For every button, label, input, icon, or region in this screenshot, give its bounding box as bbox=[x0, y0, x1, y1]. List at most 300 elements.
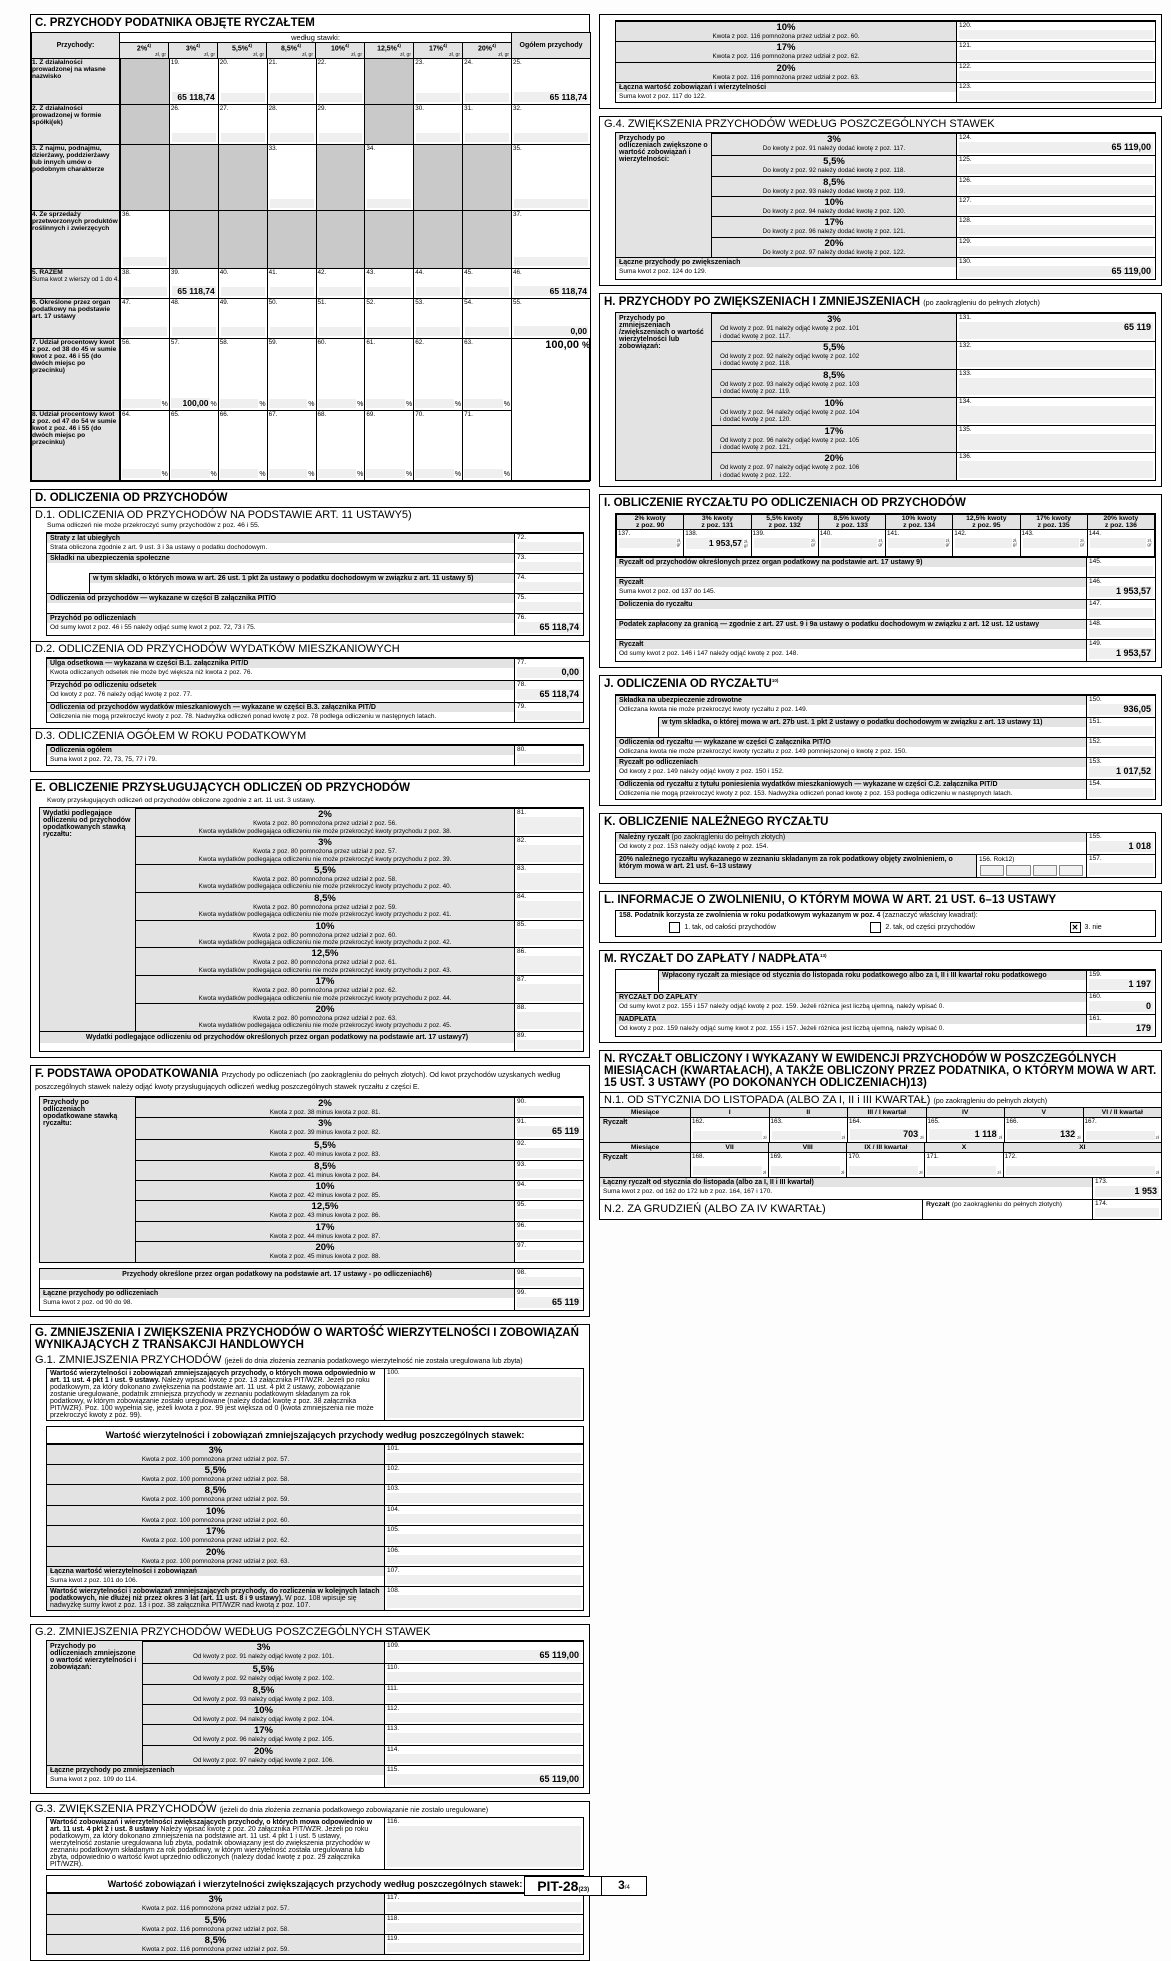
value-field[interactable] bbox=[387, 1493, 581, 1502]
position-number: 137. bbox=[618, 530, 631, 538]
form-row bbox=[47, 658, 583, 680]
section-g1-title: G.1. ZMNIEJSZENIA PRZYCHODÓW (jeżeli do dnia złożenia zeznania podatkowego wierzytelność nie została uregulowana lub zbyta) bbox=[35, 1353, 523, 1366]
value-field[interactable] bbox=[849, 1166, 918, 1175]
value-field[interactable]: 65 119 bbox=[959, 322, 1153, 339]
percent-sign: % bbox=[406, 401, 413, 409]
position-number: 57. bbox=[170, 339, 180, 347]
row-title: Doliczenia do ryczałtu bbox=[616, 600, 1086, 609]
value-field[interactable]: 1 953,57 bbox=[1089, 586, 1153, 597]
value-field[interactable]: 1 953,57 bbox=[686, 538, 743, 549]
value-field[interactable] bbox=[517, 582, 581, 591]
rate-note: Do kwoty z poz. 91 należy dodać kwotę z poz. 117. bbox=[762, 145, 906, 153]
currency-units: zł, gr bbox=[400, 52, 411, 59]
rate-label: 2% bbox=[318, 1097, 332, 1109]
row-note: Odliczenia nie mogą przekroczyć kwoty z poz. 78. Nadwyżka odliczeń ponad kwotę z poz. 78 podlega odliczeniu w następnych latach. bbox=[47, 712, 514, 722]
amount-cell bbox=[169, 145, 218, 210]
value-field[interactable] bbox=[220, 469, 259, 478]
rate-row bbox=[136, 1221, 583, 1241]
value-field[interactable] bbox=[387, 1713, 581, 1722]
value-field[interactable] bbox=[387, 1595, 581, 1608]
rate-label: 20% bbox=[824, 237, 844, 249]
radio-option[interactable] bbox=[1070, 922, 1102, 933]
position-number: 70. bbox=[415, 411, 425, 419]
checkbox[interactable] bbox=[669, 922, 680, 933]
value-field[interactable] bbox=[366, 469, 405, 478]
value-field[interactable] bbox=[387, 1943, 581, 1952]
month-header: IX / III kwartał bbox=[846, 1143, 924, 1152]
value-field[interactable] bbox=[1089, 863, 1153, 875]
position-number: 34. bbox=[366, 145, 376, 153]
number-box bbox=[384, 1369, 583, 1420]
value-field[interactable] bbox=[318, 399, 357, 408]
value-field[interactable] bbox=[122, 469, 161, 478]
number-box bbox=[1086, 640, 1155, 661]
value-field[interactable] bbox=[465, 287, 509, 296]
rate-row bbox=[143, 1641, 583, 1663]
percent-cell bbox=[120, 411, 169, 480]
value-field[interactable] bbox=[514, 257, 588, 266]
value-field[interactable] bbox=[517, 1169, 581, 1178]
position-number: 148. bbox=[1089, 620, 1102, 628]
value-field[interactable] bbox=[517, 873, 581, 890]
position-number: 141. bbox=[887, 530, 900, 538]
section-h-rows bbox=[712, 313, 1155, 480]
value-field[interactable] bbox=[415, 399, 454, 408]
value-field[interactable] bbox=[619, 538, 676, 548]
value-field[interactable] bbox=[517, 602, 581, 611]
position-number: 82. bbox=[517, 837, 527, 845]
number-box bbox=[1086, 971, 1155, 992]
value-field[interactable] bbox=[517, 956, 581, 973]
form-row-107 bbox=[47, 1567, 583, 1586]
value-field[interactable] bbox=[270, 327, 314, 336]
value-field[interactable]: 1 953 bbox=[1095, 1186, 1159, 1197]
position-number: 75. bbox=[517, 594, 527, 602]
value-field[interactable]: 0 bbox=[1089, 1001, 1153, 1012]
value-field[interactable] bbox=[1089, 726, 1153, 735]
value-field[interactable] bbox=[123, 257, 167, 266]
row-title: Ulga odsetkowa — wykazana w części B.1. załącznika PIT/D bbox=[47, 659, 514, 668]
value-field[interactable]: 65 118,74 bbox=[172, 92, 216, 102]
total-cell bbox=[512, 299, 590, 338]
position-number: 131. bbox=[959, 314, 972, 322]
month-header: VII bbox=[690, 1143, 768, 1152]
number-box bbox=[384, 1445, 583, 1464]
value-field[interactable] bbox=[959, 434, 1153, 451]
value-field[interactable] bbox=[514, 199, 588, 208]
section-f-rows bbox=[136, 1097, 583, 1262]
rate-note: i dodać kwotę z poz. 118. bbox=[720, 360, 791, 368]
value-field[interactable]: 1 018 bbox=[1089, 841, 1153, 852]
value-field[interactable] bbox=[517, 845, 581, 862]
row-title: Łączna wartość zobowiązań i wierzytelności bbox=[616, 83, 956, 92]
position-number: 133. bbox=[959, 369, 972, 377]
value-field[interactable] bbox=[221, 93, 265, 102]
value-field[interactable] bbox=[387, 1514, 581, 1523]
table-row-8 bbox=[32, 411, 591, 481]
value-field[interactable] bbox=[416, 133, 460, 142]
value-field[interactable] bbox=[959, 185, 1153, 194]
row-label: 2. Z działalności prowadzonej w formie spółki(ek) bbox=[32, 105, 120, 145]
value-field[interactable] bbox=[517, 817, 581, 834]
value-field[interactable]: 65 118,74 bbox=[514, 286, 588, 296]
month-header: II bbox=[769, 1108, 848, 1117]
value-field[interactable] bbox=[464, 469, 503, 478]
value-field[interactable] bbox=[693, 1131, 762, 1140]
value-field[interactable] bbox=[1006, 1166, 1155, 1175]
value-field[interactable] bbox=[517, 1148, 581, 1157]
rate-note: Kwota z poz. 80 pomnożona przez udział z poz. 59. bbox=[253, 903, 397, 911]
value-field[interactable] bbox=[1095, 1208, 1159, 1217]
amount-cell bbox=[120, 59, 169, 104]
value-field[interactable] bbox=[771, 1166, 840, 1175]
value-field[interactable] bbox=[123, 327, 167, 336]
value-field[interactable] bbox=[221, 327, 265, 336]
position-number: 81. bbox=[517, 809, 527, 817]
value-field[interactable] bbox=[387, 1826, 581, 1867]
rate-note: Kwota z poz. 80 pomnożona przez udział z poz. 58. bbox=[253, 875, 397, 883]
row-label: 4. Ze sprzedaży przetworzonych produktów roślinnych i zwierzęcych bbox=[32, 211, 120, 269]
amount-cell bbox=[120, 145, 169, 210]
amount-cell bbox=[218, 211, 267, 268]
value-field[interactable] bbox=[221, 287, 265, 296]
position-number: 87. bbox=[517, 976, 527, 984]
value-field[interactable] bbox=[517, 1230, 581, 1239]
value-field[interactable] bbox=[269, 469, 308, 478]
row-note: Od kwoty z poz. 76 należy odjąć kwotę z poz. 77. bbox=[47, 690, 514, 702]
value-field[interactable] bbox=[318, 469, 357, 478]
value-field[interactable] bbox=[959, 350, 1153, 367]
rate-note: Od kwoty z poz. 97 należy odjąć kwotę z poz. 106 bbox=[720, 464, 860, 472]
rate-row bbox=[712, 369, 1155, 397]
month-cell bbox=[924, 1153, 1002, 1177]
value-field[interactable] bbox=[517, 562, 581, 571]
value-field[interactable] bbox=[319, 93, 363, 102]
rate-label: 8,5% bbox=[314, 892, 336, 904]
value-field[interactable] bbox=[220, 399, 259, 408]
number-box bbox=[384, 1818, 583, 1869]
value-field[interactable]: 65 118,74 bbox=[517, 622, 581, 633]
value-field[interactable] bbox=[959, 30, 1153, 39]
row-title: Wartość wierzytelności i zobowiązań zmniejszających przychody, do rozliczenia w kolejnych latach podatkowych, nie dłużej niż przez okres 3 lat (art. 11 ust. 8 i 9 ustawy). W poz. 108 wpisuje się nadwyżkę sumy kwot z poz. 13 i poz. 38 załącznika PIT/WZR nad kwotą z poz. 107. bbox=[47, 1587, 384, 1610]
form-row-156 bbox=[616, 854, 1155, 877]
rate-note: i dodać kwotę z poz. 117. bbox=[720, 332, 791, 340]
months-label: Miesiące bbox=[630, 1144, 660, 1152]
form-row bbox=[616, 695, 1155, 717]
value-field[interactable] bbox=[888, 538, 945, 548]
form-id: PIT-28(23) bbox=[524, 1876, 602, 1896]
value-field[interactable]: 1 118 bbox=[929, 1129, 998, 1140]
value-field[interactable] bbox=[959, 71, 1153, 80]
value-field[interactable] bbox=[221, 133, 265, 142]
value-field[interactable]: 132 bbox=[1007, 1129, 1076, 1140]
value-field[interactable]: 936,05 bbox=[1089, 704, 1153, 715]
value-field[interactable] bbox=[270, 93, 314, 102]
value-field[interactable]: 1 017,52 bbox=[1089, 766, 1153, 777]
value-field[interactable]: 65 119,00 bbox=[959, 142, 1153, 153]
value-field[interactable]: 65 118,74 bbox=[514, 92, 588, 102]
value-field[interactable] bbox=[1089, 566, 1153, 575]
value-field[interactable]: 65 119 bbox=[517, 1297, 581, 1308]
value-field[interactable] bbox=[517, 754, 581, 763]
rate-cells bbox=[120, 299, 511, 338]
value-field[interactable] bbox=[122, 399, 161, 408]
value-field[interactable]: 1 197 bbox=[1089, 979, 1153, 990]
value-field[interactable] bbox=[319, 287, 363, 296]
value-field[interactable] bbox=[517, 1189, 581, 1198]
rate-note: i dodać kwotę z poz. 119. bbox=[720, 388, 791, 396]
position-number: 124. bbox=[959, 134, 972, 142]
row-note: Odliczenia nie mogą przekroczyć kwoty z poz. 153. Nadwyżka odliczeń ponad kwotę z poz. 153 podlega odliczeniu w następnych latach. bbox=[616, 789, 1086, 799]
value-field[interactable] bbox=[517, 1012, 581, 1029]
ryczalt-row-2 bbox=[600, 1152, 1161, 1177]
value-field[interactable] bbox=[367, 199, 411, 208]
left-column bbox=[30, 14, 590, 1961]
number-box bbox=[956, 453, 1155, 480]
rate-header-cell: 2%$^{4)}$ zł, gr bbox=[120, 43, 169, 59]
year-digit-cells[interactable] bbox=[979, 865, 1084, 876]
row-title: Łączna wartość wierzytelności i zobowiązań bbox=[47, 1567, 384, 1576]
position-number: 59. bbox=[268, 339, 278, 347]
ryczalt-col-header: 8,5% kwoty z poz. 133 bbox=[818, 515, 885, 530]
value-field[interactable] bbox=[319, 327, 363, 336]
position-number: 41. bbox=[268, 269, 278, 277]
n2-cell-label: Ryczałt (po zaokrągleniu do pełnych złotych) bbox=[922, 1200, 1092, 1219]
value-field[interactable] bbox=[172, 327, 216, 336]
side-label: Wydatki podlegające odliczeniu od przychodów opodatkowanych stawką ryczałtu: bbox=[40, 808, 136, 1031]
value-field[interactable] bbox=[959, 205, 1153, 214]
value-field[interactable] bbox=[387, 1453, 581, 1462]
value-field[interactable] bbox=[366, 399, 405, 408]
rate-row bbox=[616, 41, 1155, 61]
value-field[interactable] bbox=[123, 287, 167, 296]
row-title: Łączne przychody po odliczeniach bbox=[40, 1289, 514, 1298]
value-field[interactable] bbox=[1089, 788, 1153, 797]
currency-unit: zł bbox=[997, 1170, 1001, 1176]
value-field[interactable]: 65 119,00 bbox=[959, 266, 1153, 277]
position-number: 63. bbox=[464, 339, 473, 347]
section-e-rows bbox=[136, 808, 583, 1031]
value-field[interactable] bbox=[464, 399, 503, 408]
checkbox[interactable]: ✕ bbox=[1070, 922, 1081, 933]
value-field[interactable] bbox=[517, 542, 581, 551]
value-field[interactable] bbox=[959, 164, 1153, 173]
value-field[interactable] bbox=[959, 461, 1153, 478]
value-field[interactable] bbox=[171, 469, 210, 478]
value-field[interactable]: 1 953,57 bbox=[1089, 648, 1153, 659]
value-field[interactable] bbox=[955, 538, 1012, 548]
value-field[interactable] bbox=[387, 1923, 581, 1932]
value-field[interactable] bbox=[1023, 538, 1080, 548]
value-field[interactable] bbox=[270, 287, 314, 296]
value-field[interactable]: 0,00 bbox=[517, 667, 581, 678]
months-header-1 bbox=[600, 1107, 1161, 1117]
value-field[interactable] bbox=[367, 327, 411, 336]
section-m-title: M. RYCZAŁT DO ZAPŁATY / NADPŁATA$^{13)}$ bbox=[604, 953, 827, 966]
rate-row bbox=[616, 21, 1155, 41]
rate-row bbox=[47, 1914, 583, 1934]
month-cell bbox=[1004, 1118, 1083, 1142]
value-field[interactable] bbox=[517, 929, 581, 946]
col-header-przychody: Przychody: bbox=[32, 33, 120, 59]
percent-sign: % bbox=[161, 401, 168, 409]
value-field[interactable] bbox=[465, 93, 509, 102]
number-box bbox=[956, 197, 1155, 216]
rate-header-cell: 20%$^{4)}$ zł, gr bbox=[463, 43, 512, 59]
value-field[interactable] bbox=[172, 133, 216, 142]
section-f-title: F. PODSTAWA OPODATKOWANIA Przychody po odliczeniach (po zaokrągleniu do pełnych złotych). Od kwot przychodów uzyskanych według poszczególnych stawek należy odjąć kwoty przysługujących odliczeń według poszczególnych stawek ryczałtu z części E. bbox=[35, 1067, 561, 1091]
row-title: Ryczałt bbox=[616, 578, 1086, 587]
rate-note: Kwota z poz. 80 pomnożona przez udział z poz. 56. bbox=[253, 820, 397, 828]
value-field[interactable]: 65 119,00 bbox=[387, 1774, 581, 1785]
rate-label: 12,5% bbox=[311, 948, 339, 960]
value-field[interactable] bbox=[387, 1693, 581, 1702]
section-i-title: I. OBLICZENIE RYCZAŁTU PO ODLICZENIACH OD PRZYCHODÓW bbox=[604, 497, 966, 510]
months-label: Miesiące bbox=[630, 1109, 660, 1117]
value-field[interactable] bbox=[517, 901, 581, 918]
rate-note: Kwota z poz. 116 pomnożona przez udział z poz. 62. bbox=[712, 53, 860, 61]
section-c-title: C. PRZYCHODY PODATNIKA OBJĘTE RYCZAŁTEM bbox=[35, 17, 315, 29]
form-row bbox=[616, 779, 1155, 799]
value-field[interactable] bbox=[387, 1555, 581, 1564]
number-box bbox=[514, 659, 583, 680]
position-number: 147. bbox=[1089, 600, 1102, 608]
value-field[interactable] bbox=[269, 399, 308, 408]
value-field[interactable] bbox=[319, 133, 363, 142]
value-field[interactable] bbox=[1089, 628, 1153, 637]
number-box bbox=[956, 398, 1155, 425]
rate-note: Kwota wydatków podlegająca odliczeniu nie może przekroczyć kwoty przychodu z poz. 44. bbox=[198, 994, 452, 1002]
position-number: 104. bbox=[387, 1505, 400, 1513]
form-row-115 bbox=[47, 1765, 583, 1787]
number-box bbox=[514, 703, 583, 722]
year-box bbox=[976, 855, 1086, 877]
value-field[interactable] bbox=[387, 1473, 581, 1482]
month-header: VI / II kwartał bbox=[1083, 1108, 1162, 1117]
value-field[interactable] bbox=[517, 1040, 581, 1049]
value-field[interactable] bbox=[416, 93, 460, 102]
checkbox[interactable] bbox=[870, 922, 881, 933]
row-title: Straty z lat ubiegłych bbox=[47, 534, 514, 543]
value-field[interactable] bbox=[416, 327, 460, 336]
value-field[interactable]: 65 119,00 bbox=[387, 1650, 581, 1661]
value-field[interactable]: 703 bbox=[850, 1129, 919, 1140]
rate-row bbox=[47, 1484, 583, 1504]
amount-cell bbox=[316, 211, 365, 268]
table-row bbox=[32, 211, 591, 269]
value-field[interactable] bbox=[387, 1902, 581, 1911]
value-field[interactable]: 65 118,74 bbox=[172, 286, 216, 296]
value-field[interactable] bbox=[959, 50, 1153, 59]
value-field[interactable] bbox=[517, 1277, 581, 1286]
value-field[interactable] bbox=[1089, 608, 1153, 617]
position-number: 128. bbox=[959, 217, 972, 225]
value-field[interactable] bbox=[959, 406, 1153, 423]
position-number: 160. bbox=[1089, 993, 1102, 1001]
month-header: IV bbox=[926, 1108, 1005, 1117]
value-field[interactable] bbox=[387, 1534, 581, 1543]
month-cell bbox=[846, 1153, 924, 1177]
value-field[interactable] bbox=[959, 378, 1153, 395]
currency-unit: zł bbox=[763, 1135, 767, 1141]
value-field[interactable] bbox=[517, 711, 581, 720]
radio-option[interactable] bbox=[669, 922, 775, 933]
amount-cell bbox=[120, 211, 169, 268]
value-field[interactable] bbox=[959, 246, 1153, 255]
value-field[interactable] bbox=[1090, 538, 1147, 548]
number-box bbox=[384, 1935, 583, 1954]
value-field[interactable] bbox=[772, 1131, 841, 1140]
row-note: Suma kwot z poz. 101 do 106. bbox=[47, 1576, 384, 1586]
value-field[interactable] bbox=[514, 133, 588, 142]
rate-note: Od kwoty z poz. 91 należy odjąć kwotę z poz. 101. bbox=[192, 1653, 335, 1661]
rate-note: Kwota z poz. 116 pomnożona przez udział z poz. 58. bbox=[142, 1925, 289, 1933]
value-field[interactable] bbox=[387, 1754, 581, 1763]
value-field[interactable]: 65 119 bbox=[517, 1126, 581, 1137]
rate-note: Do kwoty z poz. 94 należy dodać kwotę z poz. 120. bbox=[762, 208, 906, 216]
value-field[interactable] bbox=[517, 1250, 581, 1259]
value-field[interactable]: 0,00 bbox=[514, 326, 588, 336]
month-header: X bbox=[924, 1143, 1002, 1152]
number-box bbox=[384, 1705, 583, 1724]
section-f bbox=[30, 1065, 590, 1317]
value-field[interactable] bbox=[367, 287, 411, 296]
form-row bbox=[47, 533, 583, 553]
rate-row bbox=[136, 836, 583, 864]
value-field[interactable] bbox=[693, 1166, 762, 1175]
value-field[interactable] bbox=[517, 1106, 581, 1115]
value-field[interactable] bbox=[387, 1733, 581, 1742]
value-field[interactable] bbox=[517, 984, 581, 1001]
value-field[interactable]: 65 118,74 bbox=[517, 689, 581, 700]
value-field[interactable] bbox=[270, 199, 314, 208]
value-field[interactable] bbox=[1089, 746, 1153, 755]
value-field[interactable] bbox=[415, 469, 454, 478]
rate-row bbox=[712, 341, 1155, 369]
value-field[interactable] bbox=[959, 91, 1153, 100]
position-number: 114. bbox=[387, 1745, 400, 1753]
value-field[interactable] bbox=[959, 225, 1153, 234]
number-box bbox=[514, 1242, 583, 1261]
value-field[interactable] bbox=[387, 1575, 581, 1584]
value-field[interactable] bbox=[1086, 1131, 1155, 1140]
radio-option[interactable] bbox=[870, 922, 975, 933]
value-field[interactable] bbox=[465, 133, 509, 142]
col-group-header: według stawki: bbox=[120, 33, 512, 43]
rate-note: Do kwoty z poz. 97 należy dodać kwotę z poz. 122. bbox=[762, 248, 906, 256]
number-box bbox=[514, 574, 583, 593]
value-field[interactable] bbox=[387, 1377, 581, 1418]
value-field[interactable] bbox=[517, 1209, 581, 1218]
value-field[interactable]: 100,00 bbox=[171, 398, 210, 408]
value-field[interactable] bbox=[270, 133, 314, 142]
value-field[interactable] bbox=[927, 1166, 996, 1175]
value-field[interactable] bbox=[416, 287, 460, 296]
value-field[interactable] bbox=[387, 1672, 581, 1681]
position-number: 88. bbox=[517, 1004, 527, 1012]
section-j-rows bbox=[615, 694, 1156, 800]
section-d bbox=[30, 489, 590, 772]
amount-cell bbox=[267, 211, 316, 268]
rate-label: 17% bbox=[315, 1221, 335, 1233]
value-field[interactable] bbox=[465, 327, 509, 336]
value-field[interactable]: 179 bbox=[1089, 1023, 1153, 1034]
value-field[interactable] bbox=[821, 538, 878, 548]
number-box bbox=[514, 1181, 583, 1200]
value-field[interactable] bbox=[754, 538, 811, 548]
rate-note: Kwota z poz. 80 pomnożona przez udział z poz. 62. bbox=[253, 987, 397, 995]
rate-note: Kwota wydatków podlegająca odliczeniu nie może przekroczyć kwoty przychodu z poz. 38. bbox=[198, 827, 452, 835]
